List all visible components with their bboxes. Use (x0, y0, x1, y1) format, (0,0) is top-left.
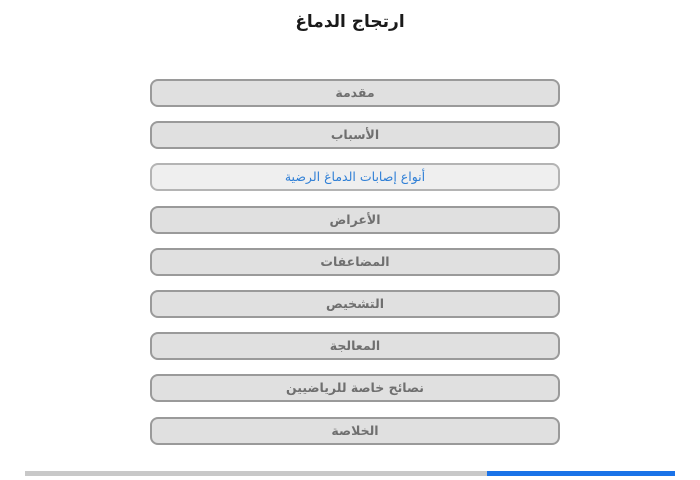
menu-item-athlete-tips[interactable]: نصائح خاصة للرياضيين (150, 374, 560, 402)
menu-item-introduction[interactable]: مقدمة (150, 79, 560, 107)
chapter-menu (150, 79, 560, 459)
menu-item-symptoms[interactable]: الأعراض (150, 206, 560, 234)
progress-bar (25, 471, 675, 476)
page-title: ارتجاج الدماغ (295, 12, 405, 32)
menu-item-diagnosis[interactable]: التشخيص (150, 290, 560, 318)
progress-bar-fill (487, 471, 676, 476)
menu-item-types[interactable]: أنواع إصابات الدماغ الرضية (150, 163, 560, 191)
menu-item-treatment[interactable]: المعالجة (150, 332, 560, 360)
menu-item-summary[interactable]: الخلاصة (150, 417, 560, 445)
menu-item-causes[interactable]: الأسباب (150, 121, 560, 149)
menu-item-complications[interactable]: المضاعفات (150, 248, 560, 276)
